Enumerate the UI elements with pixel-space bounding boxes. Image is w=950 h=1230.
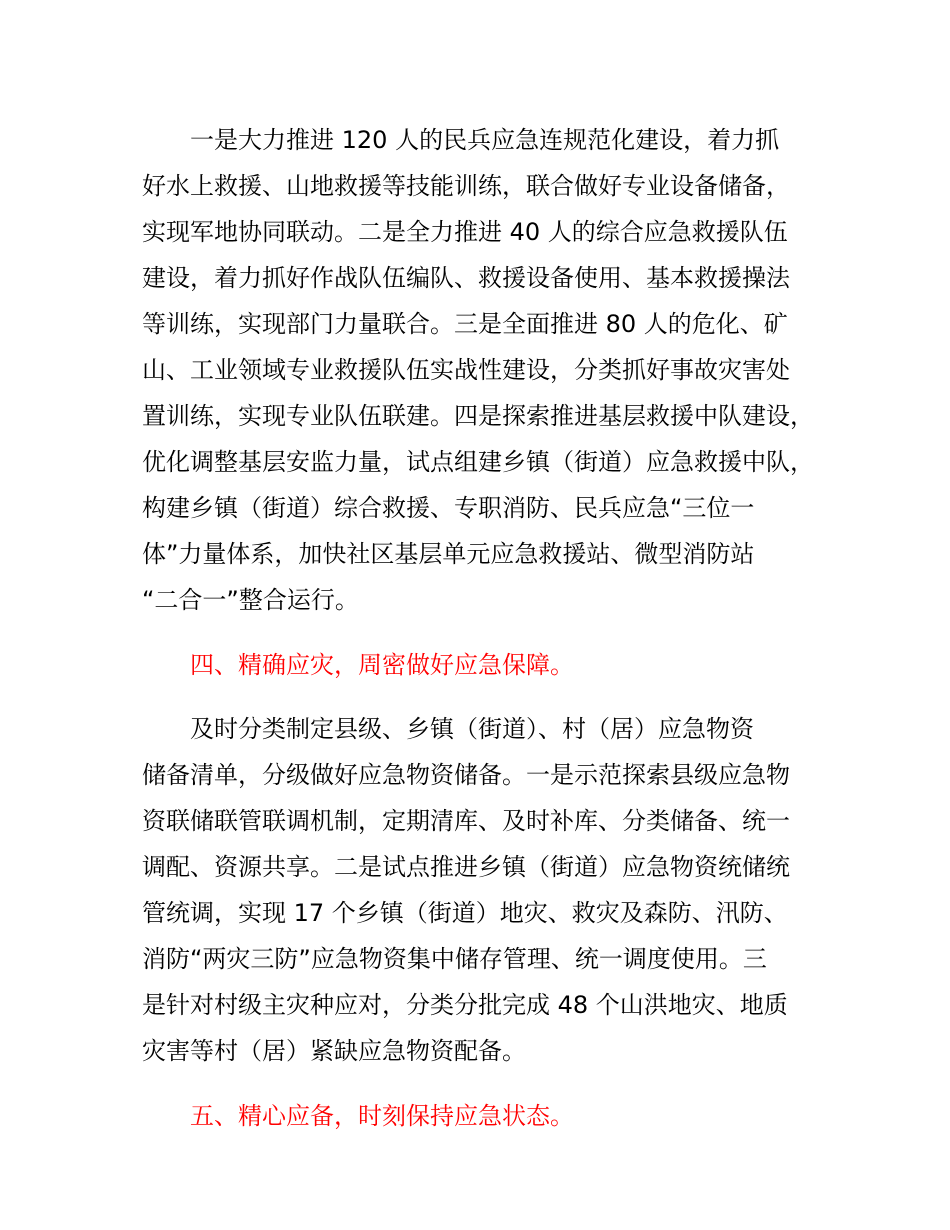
paragraph-line: 实现军地协同联动。二是全力推进 40 人的综合应急救援队伍: [142, 218, 788, 246]
paragraph-line: 消防“两灾三防”应急物资集中储存管理、统一调度使用。三: [142, 945, 767, 973]
paragraph-line: “二合一”整合运行。: [142, 586, 359, 614]
paragraph-line: 管统调，实现 17 个乡镇（街道）地灾、救灾及森防、汛防、: [142, 899, 788, 927]
paragraph-line: 优化调整基层安监力量，试点组建乡镇（街道）应急救援中队，: [142, 448, 814, 476]
paragraph-line: 是针对村级主灾种应对，分类分批完成 48 个山洪地灾、地质: [142, 991, 788, 1019]
paragraph-line: 及时分类制定县级、乡镇（街道）、村（居）应急物资: [190, 715, 754, 743]
section-heading-4: 四、精确应灾，周密做好应急保障。: [190, 651, 574, 679]
paragraph-line: 等训练，实现部门力量联合。三是全面推进 80 人的危化、矿: [142, 310, 788, 338]
paragraph-line: 构建乡镇（街道）综合救援、专职消防、民兵应急“三位一: [142, 494, 755, 522]
section-heading-5: 五、精心应备，时刻保持应急状态。: [190, 1102, 574, 1130]
paragraph-line: 储备清单，分级做好应急物资储备。一是示范探索县级应急物: [142, 761, 790, 789]
paragraph-line: 资联储联管联调机制，定期清库、及时补库、分类储备、统一: [142, 807, 790, 835]
paragraph-line: 建设，着力抓好作战队伍编队、救援设备使用、基本救援操法: [142, 264, 790, 292]
paragraph-line: 调配、资源共享。二是试点推进乡镇（街道）应急物资统储统: [142, 853, 790, 881]
paragraph-line: 好水上救援、山地救援等技能训练，联合做好专业设备储备，: [142, 172, 790, 200]
paragraph-line: 山、工业领域专业救援队伍实战性建设，分类抓好事故灾害处: [142, 356, 790, 384]
paragraph-line: 置训练，实现专业队伍联建。四是探索推进基层救援中队建设，: [142, 402, 814, 430]
paragraph-line: 灾害等村（居）紧缺应急物资配备。: [142, 1037, 526, 1065]
paragraph-line: 体”力量体系，加快社区基层单元应急救援站、微型消防站: [142, 540, 755, 568]
paragraph-line: 一是大力推进 120 人的民兵应急连规范化建设，着力抓: [190, 126, 780, 154]
